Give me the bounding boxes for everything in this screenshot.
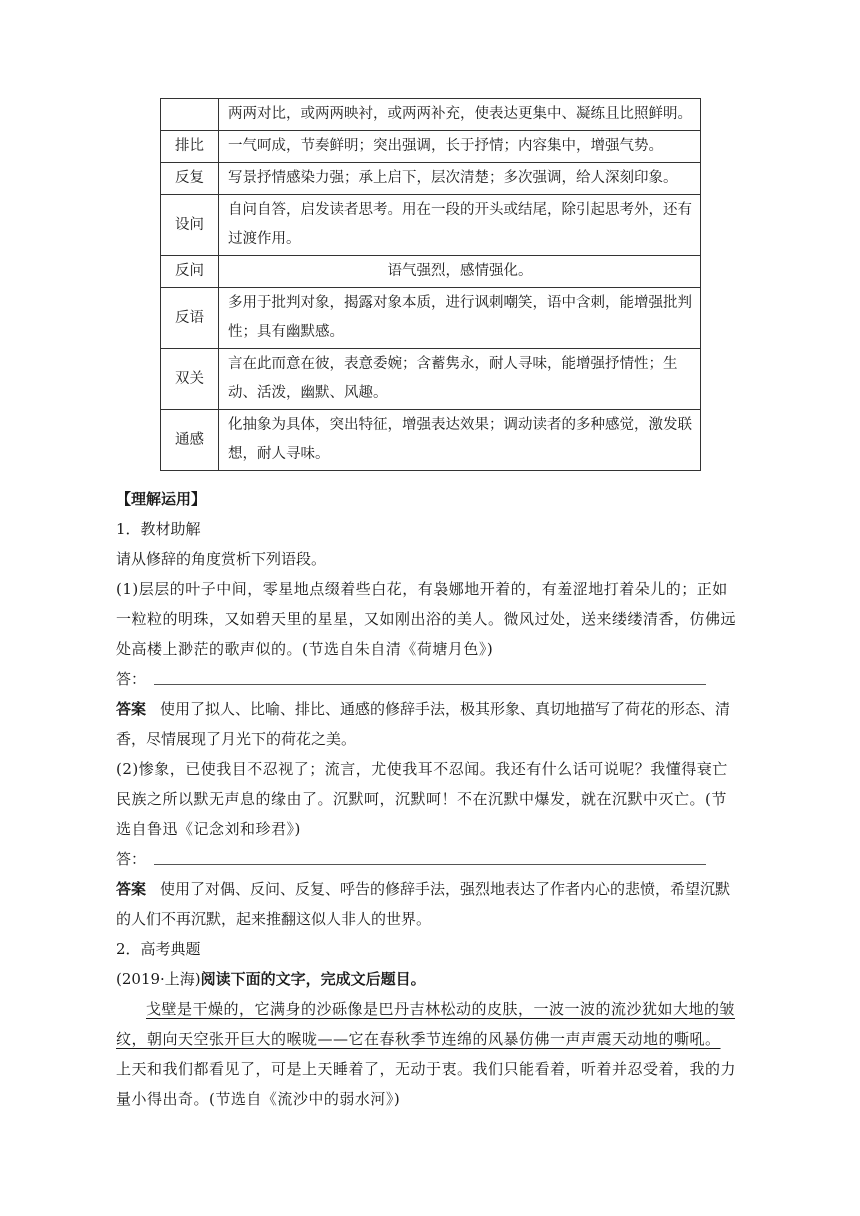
table-row (161, 288, 701, 349)
answer-1-field (116, 664, 706, 694)
desc-cell: 化抽象为具体，突出特征，增强表达效果；调动读者的多种感觉，激发联想，耐人寻味。 (219, 410, 701, 471)
term-cell: 双关 (161, 349, 219, 410)
answer-1 (116, 694, 736, 754)
answer-prompt: 答： (116, 670, 147, 688)
desc-cell: 一气呵成，节奏鲜明；突出强调，长于抒情；内容集中，增强气势。 (219, 131, 701, 163)
answer-text: 使用了拟人、比喻、排比、通感的修辞手法，极其形象、真切地描写了荷花的形态、清香，尽情展现了月光下的荷花之美。 (116, 700, 731, 748)
source-line (116, 964, 736, 994)
desc-cell: 言在此而意在彼，表意委婉；含蓄隽永，耐人寻味，能增强抒情性；生动、活泼，幽默、风趣。 (219, 349, 701, 410)
term-cell: 排比 (161, 131, 219, 163)
desc-cell: 自问自答，启发读者思考。用在一段的开头或结尾，除引起思考外，还有过渡作用。 (219, 195, 701, 256)
item1-heading: 1．教材助解 (116, 520, 201, 538)
passage-underlined: 戈壁是干燥的，它满身的沙砾像是巴丹吉林松动的皮肤，一波一波的流沙犹如大地的皱纹，朝向天空张开巨大的喉咙——它在春秋季节连绵的风暴仿佛一声声震天动地的嘶吼。 (116, 1000, 736, 1048)
table-row (161, 99, 701, 131)
desc-cell: 语气强烈，感情强化。 (219, 256, 701, 288)
term-cell: 反语 (161, 288, 219, 349)
answer-prompt: 答： (116, 850, 147, 868)
rhetoric-table (160, 98, 701, 471)
answer-label: 答案 (116, 700, 147, 718)
question-1-text: (1)层层的叶子中间，零星地点缀着些白花，有袅娜地开着的，有羞涩地打着朵儿的；正如一粒粒的明珠，又如碧天里的星星，又如刚出浴的美人。微风过处，送来缕缕清香，仿佛远处高楼上渺茫的歌声似的。(节选自朱自清《荷塘月色》) (116, 580, 737, 658)
term-cell (161, 99, 219, 131)
passage-rest: 上天和我们都看见了，可是上天睡着了，无动于衷。我们只能看着，听着并忍受着，我的力量小得出奇。(节选自《流沙中的弱水河》) (116, 1060, 737, 1108)
table-row (161, 410, 701, 471)
item2-heading: 2．高考典题 (116, 940, 201, 958)
source-instruction: 阅读下面的文字，完成文后题目。 (200, 970, 426, 988)
section-title: 【理解运用】 (116, 490, 207, 508)
answer-2-field (116, 844, 706, 874)
instruction-text: 请从修辞的角度赏析下列语段。 (116, 550, 327, 568)
desc-cell: 多用于批判对象，揭露对象本质，进行讽刺嘲笑，语中含刺，能增强批判性；具有幽默感。 (219, 288, 701, 349)
passage (116, 994, 736, 1114)
question-2-text: (2)惨象，已使我目不忍视了；流言，尤使我耳不忍闻。我还有什么话可说呢？我懂得衰亡民族之所以默无声息的缘由了。沉默呵，沉默呵！不在沉默中爆发，就在沉默中灭亡。(节选自鲁迅《记念刘和珍君》) (116, 760, 728, 838)
table-row (161, 349, 701, 410)
term-cell: 反复 (161, 163, 219, 195)
table-row (161, 256, 701, 288)
table-row (161, 163, 701, 195)
answer-text: 使用了对偶、反问、反复、呼告的修辞手法，强烈地表达了作者内心的悲愤，希望沉默的人们不再沉默，起来推翻这似人非人的世界。 (116, 880, 731, 928)
answer-label: 答案 (116, 880, 147, 898)
term-cell: 设问 (161, 195, 219, 256)
source-prefix: (2019·上海) (116, 970, 201, 988)
answer-2 (116, 874, 736, 934)
answer-rule (154, 684, 706, 685)
term-cell: 反问 (161, 256, 219, 288)
desc-cell: 两两对比，或两两映衬，或两两补充，使表达更集中、凝练且比照鲜明。 (219, 99, 701, 131)
term-cell: 通感 (161, 410, 219, 471)
desc-cell: 写景抒情感染力强；承上启下，层次清楚；多次强调，给人深刻印象。 (219, 163, 701, 195)
answer-rule (154, 864, 706, 865)
table-row (161, 131, 701, 163)
table-row (161, 195, 701, 256)
